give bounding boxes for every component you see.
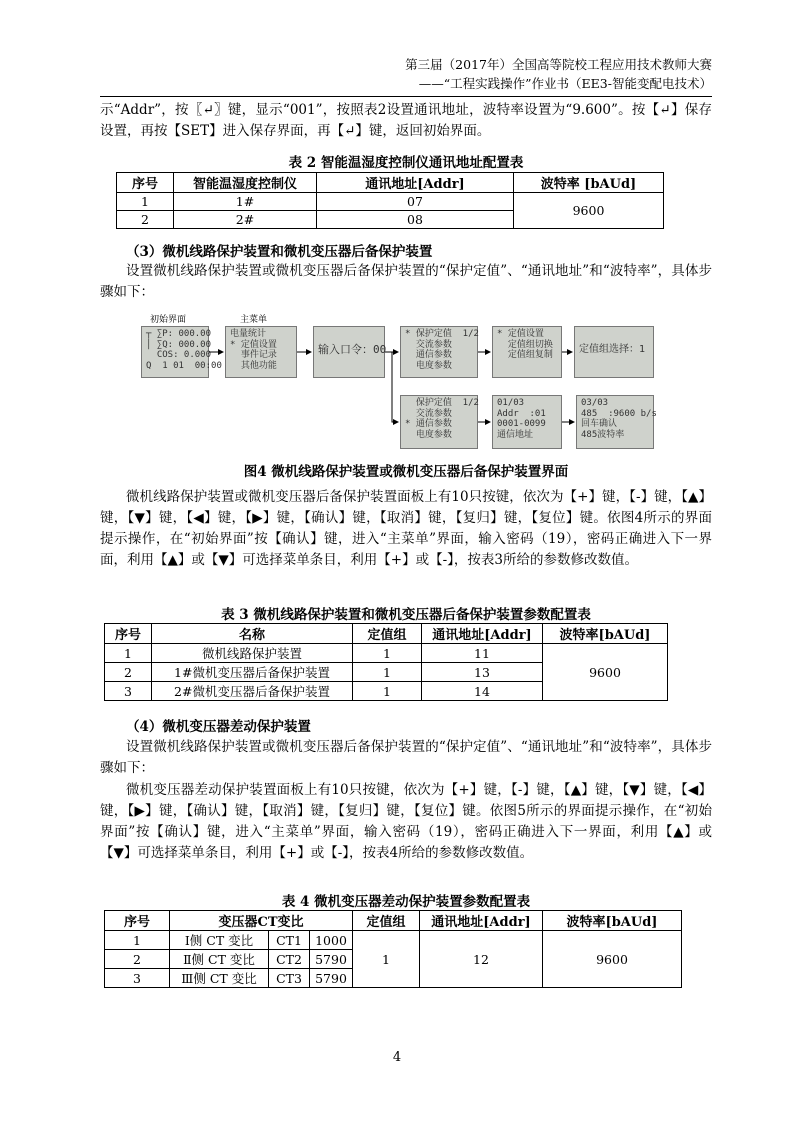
t4-h0: 序号 [105,911,170,931]
t2-r1-c1: 2# [174,211,317,229]
t4-r1-c0: 2 [105,950,170,969]
t3-r0-c3: 11 [422,644,543,663]
lcd-comm-menu: 保护定值 1/2 交流参数 * 通信参数 电度参数 [400,395,478,449]
t4-h2: 定值组 [353,911,420,931]
t4-r1-c2: CT2 [269,950,310,969]
table4 [104,910,682,988]
t3-r1-c0: 2 [105,663,152,682]
table3-caption: 表 3 微机线路保护装置和微机变压器后备保护装置参数配置表 [221,607,591,623]
table-row [105,931,682,950]
fig4-label-main: 主菜单 [240,315,268,325]
t2-h3: 波特率 [bAUd] [514,173,664,193]
section3-intro: 设置微机线路保护装置或微机变压器后备保护装置的“保护定值”、“通讯地址”和“波特率”，具体步骤如下： [100,263,712,300]
t4-h3: 通讯地址[Addr] [420,911,543,931]
t2-h1: 智能温湿度控制仪 [174,173,317,193]
t4-r2-c2: CT3 [269,969,310,988]
t4-r0-c3: 1000 [310,931,353,950]
t2-h0: 序号 [117,173,174,193]
table3 [104,623,668,701]
table-row [105,644,668,663]
t3-h3: 通讯地址[Addr] [422,624,543,644]
section3-title: （3）微机线路保护装置和微机变压器后备保护装置 [126,244,433,260]
t4-r1-c3: 5790 [310,950,353,969]
t4-baud: 9600 [543,931,682,988]
header-line2: ——“工程实践操作”作业书（EE3-智能变配电技术） [418,76,712,91]
page-number: 4 [392,1050,402,1065]
fig4-arrows [0,0,794,470]
t3-h4: 波特率[bAUd] [543,624,668,644]
t4-r1-c1: Ⅱ侧 CT 变比 [170,950,269,969]
lcd-setting-menu: * 定值设置 定值组切换 定值组复制 [492,326,562,378]
t3-r2-c0: 3 [105,682,152,701]
t3-r1-c2: 1 [353,663,422,682]
t3-h1: 名称 [152,624,353,644]
t4-r0-c0: 1 [105,931,170,950]
t2-r1-c2: 08 [317,211,514,229]
t3-h0: 序号 [105,624,152,644]
t2-r0-c2: 07 [317,193,514,211]
lcd-comm-baud: 03/03 485 :9600 b/s 回车确认 485波特率 [576,395,654,449]
lcd-protection-menu: * 保护定值 1/2 交流参数 通信参数 电度参数 [400,326,478,378]
t4-r2-c0: 3 [105,969,170,988]
section4-intro: 设置微机线路保护装置或微机变压器后备保护装置的“保护定值”、“通讯地址”和“波特率”，具体步骤如下： [100,739,712,776]
t3-baud: 9600 [543,644,668,701]
t3-r0-c0: 1 [105,644,152,663]
t2-r1-c0: 2 [117,211,174,229]
t3-r1-c3: 13 [422,663,543,682]
fig4-label-init: 初始界面 [150,315,187,325]
lcd-group-select: 定值组选择：1 [574,326,654,378]
t2-r0-c1: 1# [174,193,317,211]
lcd-password: 输入口令：00 [313,326,385,378]
t4-addr: 12 [420,931,543,988]
lcd-initial-screen: ┬ ∑P: 000.00 │ ∑Q: 000.00 COS: 0.000 Q 1 01 00:00 [141,326,209,378]
t4-h1: 变压器CT变比 [170,911,353,931]
section4-title: （4）微机变压器差动保护装置 [126,719,311,735]
t4-r2-c1: Ⅲ侧 CT 变比 [170,969,269,988]
t4-h4: 波特率[bAUd] [543,911,682,931]
t3-h2: 定值组 [353,624,422,644]
t4-r2-c3: 5790 [310,969,353,988]
lcd-main-menu: 电量统计 * 定值设置 事件记录 其他功能 [225,326,297,378]
t2-h2: 通讯地址[Addr] [317,173,514,193]
table4-caption: 表 4 微机变压器差动保护装置参数配置表 [281,894,531,910]
table2-caption: 表 2 智能温湿度控制仪通讯地址配置表 [288,155,524,171]
t3-r1-c1: 1#微机变压器后备保护装置 [152,663,353,682]
t2-r0-c0: 1 [117,193,174,211]
t2-baud: 9600 [514,193,664,229]
t3-r2-c2: 1 [353,682,422,701]
t3-r2-c3: 14 [422,682,543,701]
t4-r0-c2: CT1 [269,931,310,950]
t4-r0-c1: Ⅰ侧 CT 变比 [170,931,269,950]
t4-group: 1 [353,931,420,988]
lcd-comm-address: 01/03 Addr :01 0001-0099 通信地址 [492,395,562,449]
paragraph-2: 微机线路保护装置或微机变压器后备保护装置面板上有10只按键，依次为【+】键，【-】键，【▲】键，【▼】键，【◀】键，【▶】键，【确认】键，【取消】键，【复归】键，【复位】键。依图4所示的界面提示操作，在“初始界面”按【确认】键，进入“主菜单”界面，输入密码（19），密码正确进入下一界面，利用【▲】或【▼】可选择菜单条目，利用【+】或【-】，按表3所给的参数修改数值。 [100,489,712,568]
paragraph-1: 示“Addr”，按〖↵〗键，显示“001”，按照表2设置通讯地址，波特率设置为“9.600”。按【↵】保存设置，再按【SET】进入保存界面，再【↵】键，返回初始界面。 [100,102,712,139]
t3-r0-c1: 微机线路保护装置 [152,644,353,663]
figure4-caption: 图4 微机线路保护装置或微机变压器后备保护装置界面 [243,464,569,480]
t3-r0-c2: 1 [353,644,422,663]
t3-r2-c1: 2#微机变压器后备保护装置 [152,682,353,701]
header-line1: 第三届（2017年）全国高等院校工程应用技术教师大赛 [405,57,712,72]
paragraph-3: 微机变压器差动保护装置面板上有10只按键，依次为【+】键，【-】键，【▲】键，【▼】键，【◀】键，【▶】键，【确认】键，【取消】键，【复归】键，【复位】键。依图5所示的界面提示操作，在“初始界面”按【确认】键，进入“主菜单”界面，输入密码（19），密码正确进入下一界面，利用【▲】或【▼】可选择菜单条目，利用【+】或【-】，按表4所给的参数修改数值。 [100,782,712,861]
